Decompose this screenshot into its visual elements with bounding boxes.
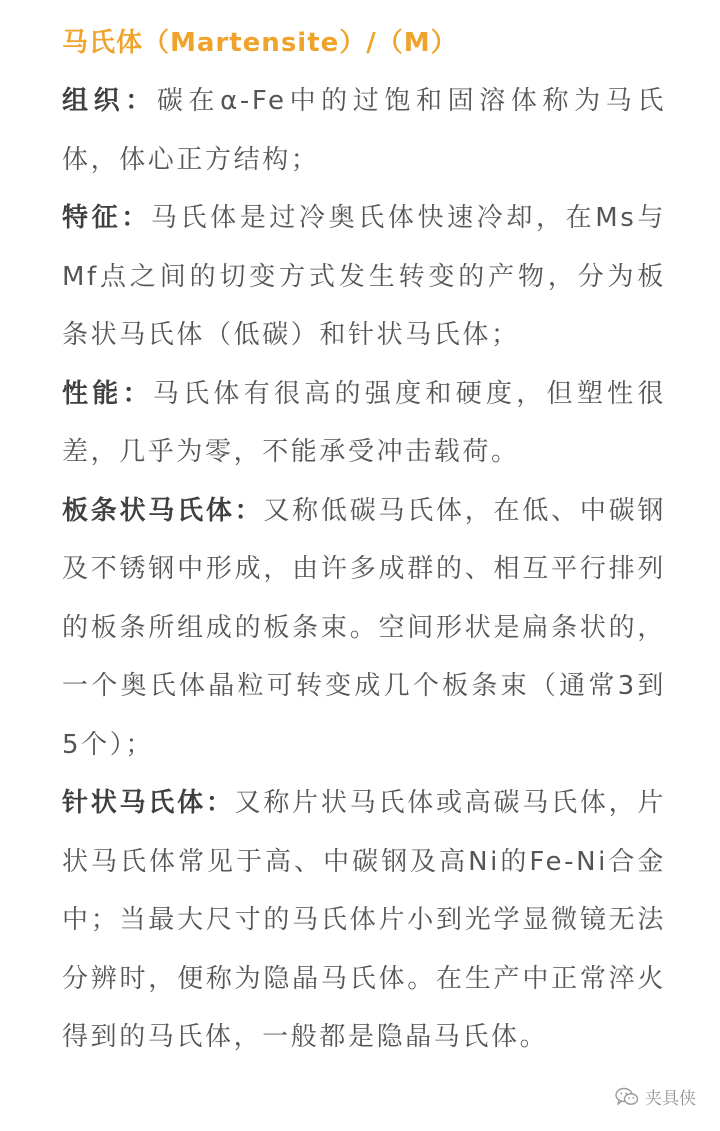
watermark-text: 夹具侠: [645, 1089, 696, 1109]
paragraph-properties: [62, 365, 666, 482]
paragraph-lead: 性能：: [62, 378, 153, 409]
paragraph-text: 又称低碳马氏体，在低、中碳钢及不锈钢中形成，由许多成群的、相互平行排列的板条所组成的板条束。空间形状是扁条状的，一个奥氏体晶粒可转变成几个板条束（通常3到5个）；: [62, 495, 666, 760]
article-title: 马氏体（Martensite）/（M）: [62, 28, 458, 58]
paragraph-lead: 板条状马氏体：: [62, 495, 264, 526]
paragraph-lead: 组织：: [62, 86, 157, 116]
paragraph-text: 马氏体有很高的强度和硬度，但塑性很差，几乎为零，不能承受冲击载荷。: [62, 378, 666, 467]
paragraph-lead: 针状马氏体：: [62, 788, 235, 818]
paragraph-organization: [62, 72, 666, 189]
paragraph-needle-martensite: [62, 774, 666, 1067]
wechat-icon: [615, 1087, 639, 1107]
paragraph-text: 碳在α-Fe中的过饱和固溶体称为马氏体，体心正方结构；: [62, 86, 666, 175]
paragraph-lead: 特征：: [62, 203, 151, 233]
article: [62, 18, 666, 1067]
paragraph-lath-martensite: [62, 482, 666, 775]
paragraph-text: 又称片状马氏体或高碳马氏体，片状马氏体常见于高、中碳钢及高Ni的Fe-Ni合金中；当最大尺寸的马氏体片小到光学显微镜无法分辨时，便称为隐晶马氏体。在生产中正常淬火得到的马氏体，一般都是隐晶马氏体。: [62, 788, 666, 1052]
watermark: [615, 1084, 696, 1109]
paragraph-text: 马氏体是过冷奥氏体快速冷却，在Ms与Mf点之间的切变方式发生转变的产物，分为板条状马氏体（低碳）和针状马氏体；: [62, 203, 666, 350]
paragraph-features: [62, 189, 666, 365]
